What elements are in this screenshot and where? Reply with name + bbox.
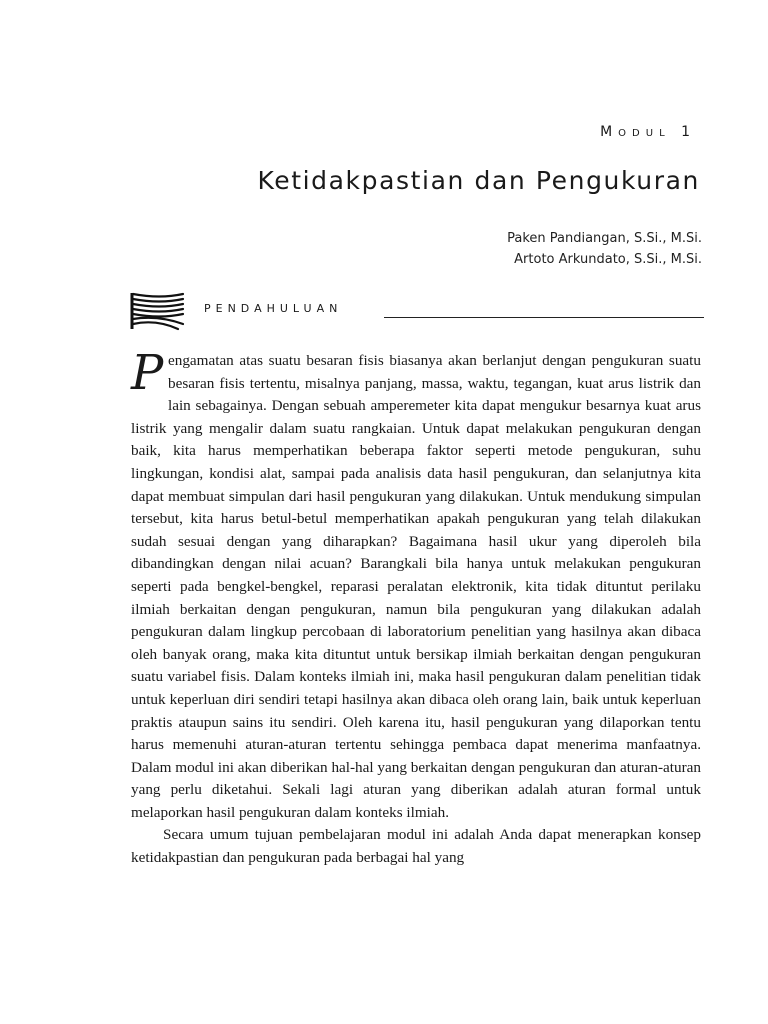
section-header xyxy=(130,291,704,331)
book-pages-icon xyxy=(130,291,186,331)
section-divider xyxy=(384,317,704,318)
paragraph-1-text: engamatan atas suatu besaran fisis biasanya akan berlanjut dengan pengukuran suatu besaran fisis tertentu, misalnya panjang, massa, waktu, tegangan, kuat arus listrik dan lain sebagainya. Dengan sebuah amperemeter kita dapat mengukur besarnya kuat arus listrik yang mengalir dalam suatu rangkaian. Untuk dapat melakukan pengukuran dengan baik, kita harus memperhatikan beberapa faktor seperti metode pengukuran, suhu lingkungan, kondisi alat, sampai pada analisis data hasil pengukuran, dan selanjutnya kita dapat membuat simpulan dari hasil pengukuran yang dilakukan. Untuk mendukung simpulan tersebut, kita harus betul-betul memperhatikan apakah pengukuran yang telah dilakukan sudah sesuai dengan yang diharapkan? Bagaimana hasil ukur yang diperoleh bila dibandingkan dengan nilai acuan? Barangkali bila hanya untuk melakukan pengukuran seperti pada bengkel-bengkel, reparasi peralatan elektronik, kita tidak dituntut perilaku ilmiah berkaitan dengan pengukuran, namun bila pengukuran yang dilakukan adalah pengukuran dalam lingkup percobaan di laboratorium penelitian yang hasilnya akan dibaca oleh banyak orang, maka kita dituntut untuk bersikap ilmiah berkaitan dengan pengukuran suatu variabel fisis. Dalam konteks ilmiah ini, maka hasil pengukuran dalam penelitian tidak untuk keperluan diri sendiri tetapi hasilnya akan dibaca oleh orang lain, baik untuk keperluan praktis ataupun sains itu sendiri. Oleh karena itu, hasil pengukuran yang dilaporkan tentu harus memenuhi aturan-aturan tertentu sehingga pembaca dapat menerima manfaatnya. Dalam modul ini akan diberikan hal-hal yang berkaitan dengan pengukuran dan aturan-aturan yang perlu diketahui. Sekali lagi aturan yang diberikan adalah aturan formal untuk melaporkan hasil pengukuran dalam konteks ilmiah. xyxy=(131,352,701,821)
author-2: Artoto Arkundato, S.Si., M.Si. xyxy=(514,252,702,267)
drop-cap: P xyxy=(131,345,164,401)
author-list xyxy=(507,228,702,270)
section-title: PENDAHULUAN xyxy=(204,302,343,315)
document-title: Ketidakpastian dan Pengukuran xyxy=(257,166,700,195)
module-label: Modul 1 xyxy=(600,124,696,140)
body-text xyxy=(131,345,701,870)
paragraph-objectives: Secara umum tujuan pembelajaran modul ini adalah Anda dapat menerapkan konsep ketidakpastian dan pengukuran pada berbagai hal yang xyxy=(131,826,701,867)
paragraph-introduction xyxy=(131,345,701,824)
author-1: Paken Pandiangan, S.Si., M.Si. xyxy=(507,231,702,246)
